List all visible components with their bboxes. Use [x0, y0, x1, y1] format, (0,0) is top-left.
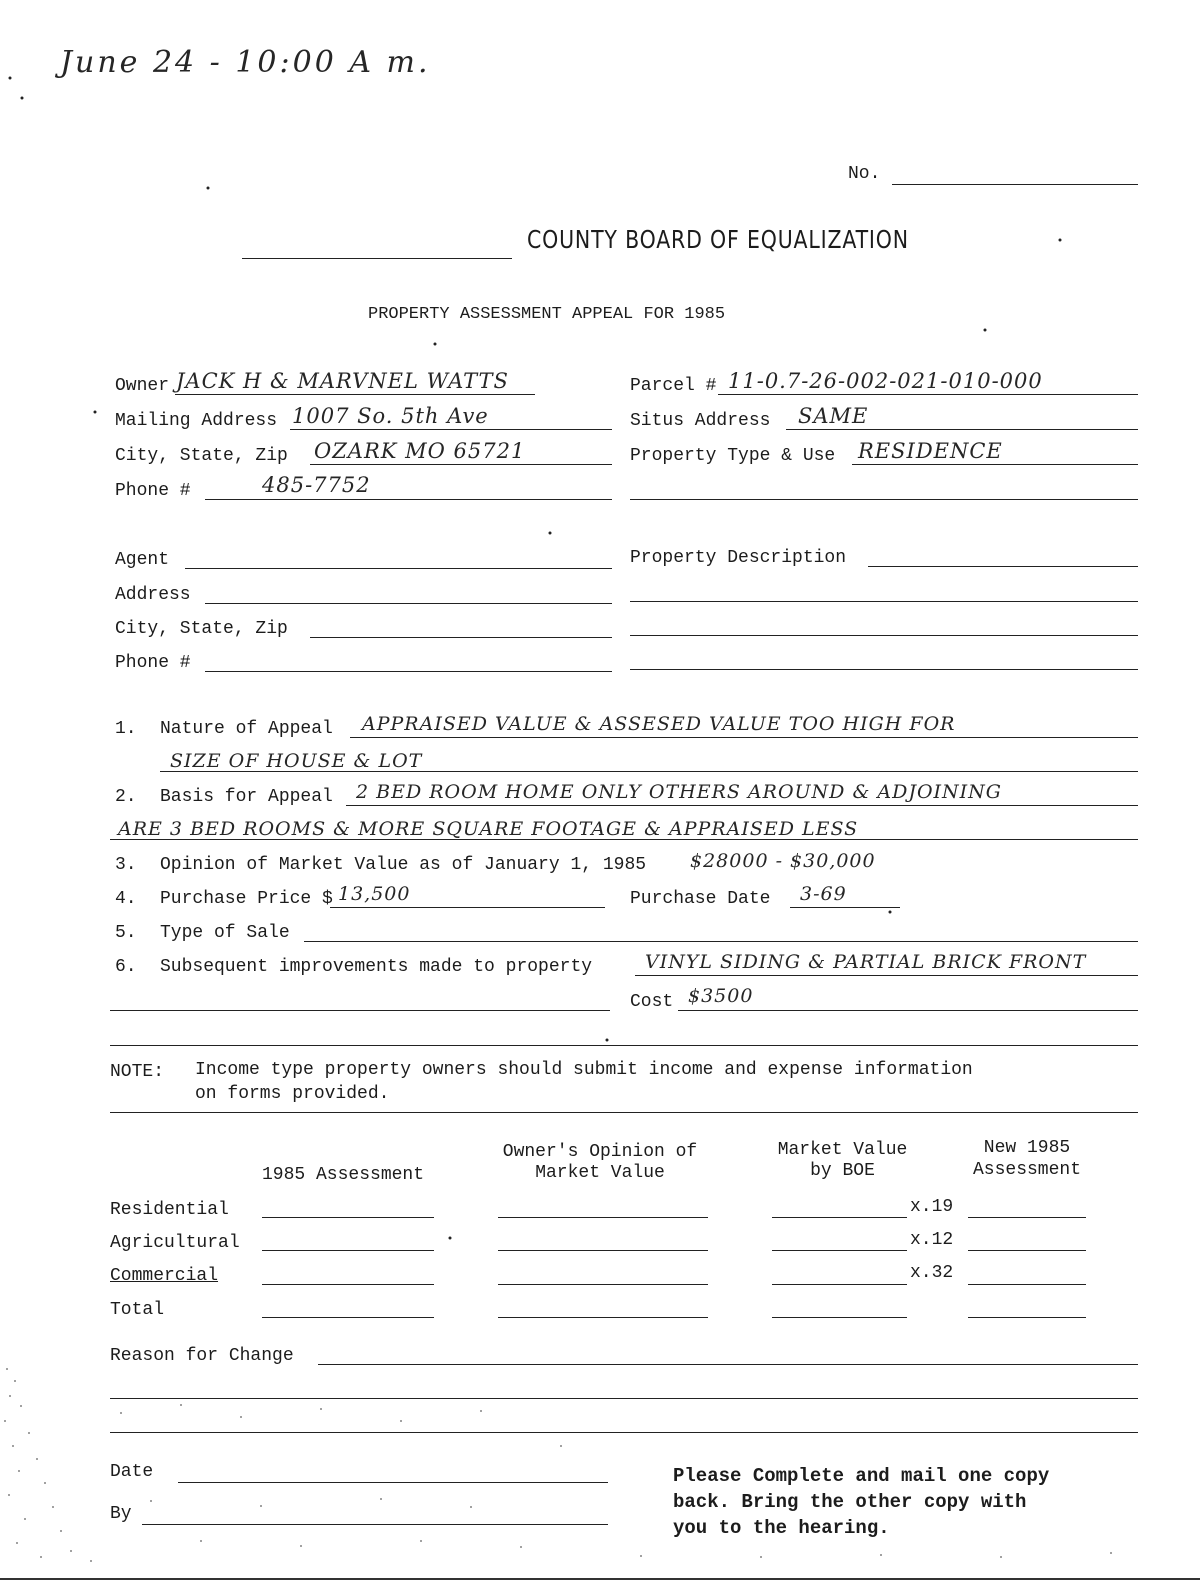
agent-phone-label: Phone # — [115, 653, 191, 673]
reason-line-1[interactable] — [318, 1364, 1138, 1365]
basis-for-appeal-value-2: ARE 3 BED ROOMS & MORE SQUARE FOOTAGE & APPRAISED LESS — [118, 818, 859, 840]
number-field-line[interactable] — [892, 184, 1138, 185]
by-line[interactable] — [142, 1524, 608, 1525]
owner-value: JACK H & MARVNEL WATTS — [176, 369, 509, 393]
col-header-new-assessment-2: Assessment — [972, 1160, 1082, 1180]
item-3-number: 3. — [115, 855, 137, 875]
number-label: No. — [848, 164, 881, 184]
commercial-multiplier: x.32 — [910, 1263, 954, 1283]
item-4-number: 4. — [115, 889, 137, 909]
note-text-1: Income type property owners should submit income and expense information — [195, 1060, 973, 1080]
reason-line-2[interactable] — [110, 1398, 1138, 1399]
city-state-zip-label: City, State, Zip — [115, 446, 288, 466]
nature-of-appeal-value-1: APPRAISED VALUE & ASSESED VALUE TOO HIGH FOR — [362, 713, 956, 735]
handwritten-date-note: June 24 - 10:00 A m. — [60, 45, 431, 80]
cost-value: $3500 — [688, 985, 754, 1007]
commercial-boe-line[interactable] — [772, 1284, 907, 1285]
item-1-number: 1. — [115, 719, 137, 739]
city-state-zip-line[interactable] — [310, 464, 612, 465]
col-header-market-value-1: Market Value — [777, 1140, 908, 1160]
agent-line[interactable] — [185, 568, 612, 569]
situs-address-value: SAME — [798, 404, 869, 428]
purchase-date-line[interactable] — [790, 907, 900, 908]
parcel-label: Parcel # — [630, 376, 717, 396]
nature-of-appeal-line-1[interactable] — [350, 737, 1138, 738]
phone-line[interactable] — [205, 499, 612, 500]
residential-boe-line[interactable] — [772, 1217, 907, 1218]
by-label: By — [110, 1504, 132, 1524]
agricultural-1985-line[interactable] — [262, 1250, 434, 1251]
city-state-zip-value: OZARK MO 65721 — [314, 439, 526, 463]
note-text-2: on forms provided. — [195, 1084, 390, 1104]
improvements-line-3[interactable] — [110, 1045, 1138, 1046]
agent-address-line[interactable] — [205, 603, 612, 604]
nature-of-appeal-line-2[interactable] — [160, 771, 1138, 772]
row-label-residential: Residential — [110, 1200, 229, 1220]
total-opinion-line[interactable] — [498, 1317, 708, 1318]
cost-line[interactable] — [678, 1010, 1138, 1011]
date-line[interactable] — [178, 1482, 608, 1483]
property-type-label: Property Type & Use — [630, 446, 836, 466]
col-header-1985-assessment: 1985 Assessment — [262, 1165, 425, 1185]
board-title: COUNTY BOARD OF EQUALIZATION — [527, 225, 909, 254]
residential-opinion-line[interactable] — [498, 1217, 708, 1218]
mailing-address-line[interactable] — [290, 429, 612, 430]
improvements-value: VINYL SIDING & PARTIAL BRICK FRONT — [645, 951, 1087, 973]
improvements-line-2[interactable] — [110, 1010, 610, 1011]
item-5-number: 5. — [115, 923, 137, 943]
phone-value: 485-7752 — [262, 473, 371, 497]
residential-1985-line[interactable] — [262, 1217, 434, 1218]
agricultural-boe-line[interactable] — [772, 1250, 907, 1251]
basis-for-appeal-line-2[interactable] — [110, 839, 1138, 840]
col-header-new-assessment-1: New 1985 — [983, 1138, 1071, 1158]
purchase-price-label: Purchase Price $ — [160, 889, 333, 909]
opinion-of-market-value-label: Opinion of Market Value as of January 1, 1985 — [160, 855, 647, 875]
col-header-owners-opinion-2: Market Value — [535, 1163, 665, 1183]
basis-for-appeal-line-1[interactable] — [346, 805, 1138, 806]
property-description-line-4[interactable] — [630, 669, 1138, 670]
owner-label: Owner — [115, 376, 170, 396]
basis-for-appeal-value-1: 2 BED ROOM HOME ONLY OTHERS AROUND & ADJOINING — [356, 781, 1002, 803]
property-type-line[interactable] — [852, 464, 1138, 465]
mail-instructions-2: back. Bring the other copy with — [673, 1491, 1027, 1513]
mailing-address-value: 1007 So. 5th Ave — [292, 404, 489, 428]
improvements-line-1[interactable] — [635, 975, 1138, 976]
purchase-price-value: 13,500 — [338, 883, 411, 905]
residential-new-line[interactable] — [968, 1217, 1086, 1218]
parcel-line[interactable] — [718, 394, 1138, 395]
owner-line[interactable] — [175, 394, 535, 395]
agent-phone-line[interactable] — [205, 671, 612, 672]
property-type-value: RESIDENCE — [858, 439, 1003, 463]
property-description-line-3[interactable] — [630, 635, 1138, 636]
col-header-owners-opinion-1: Owner's Opinion of — [502, 1142, 698, 1162]
row-label-commercial: Commercial — [110, 1266, 219, 1286]
type-of-sale-line[interactable] — [304, 941, 1138, 942]
purchase-date-label: Purchase Date — [630, 889, 771, 909]
reason-for-change-label: Reason for Change — [110, 1346, 294, 1366]
item-6-number: 6. — [115, 957, 137, 977]
agent-address-label: Address — [115, 585, 191, 605]
commercial-opinion-line[interactable] — [498, 1284, 708, 1285]
property-description-line-1[interactable] — [868, 566, 1138, 567]
parcel-value: 11-0.7-26-002-021-010-000 — [728, 369, 1043, 393]
note-label: NOTE: — [110, 1062, 165, 1082]
commercial-1985-line[interactable] — [262, 1284, 434, 1285]
property-description-line-2[interactable] — [630, 601, 1138, 602]
improvements-label: Subsequent improvements made to property — [160, 957, 593, 977]
opinion-of-market-value-value: $28000 - $30,000 — [690, 850, 876, 872]
cost-label: Cost — [630, 992, 674, 1012]
total-new-line[interactable] — [968, 1317, 1086, 1318]
date-label: Date — [110, 1462, 154, 1482]
row-label-agricultural: Agricultural — [110, 1233, 240, 1253]
agent-label: Agent — [115, 550, 170, 570]
mailing-address-label: Mailing Address — [115, 411, 278, 431]
agricultural-multiplier: x.12 — [910, 1230, 954, 1250]
basis-for-appeal-label: Basis for Appeal — [160, 787, 333, 807]
situs-address-line[interactable] — [786, 429, 1138, 430]
row-label-total: Total — [110, 1300, 165, 1320]
nature-of-appeal-value-2: SIZE OF HOUSE & LOT — [170, 750, 423, 772]
purchase-date-value: 3-69 — [800, 883, 847, 905]
agent-city-label: City, State, Zip — [115, 619, 288, 639]
mail-instructions-1: Please Complete and mail one copy — [673, 1465, 1050, 1487]
note-separator — [110, 1112, 1138, 1113]
type-of-sale-label: Type of Sale — [160, 923, 290, 943]
purchase-price-line[interactable] — [330, 907, 605, 908]
residential-multiplier: x.19 — [910, 1197, 954, 1217]
agricultural-opinion-line[interactable] — [498, 1250, 708, 1251]
total-boe-line[interactable] — [772, 1317, 907, 1318]
appeal-title: PROPERTY ASSESSMENT APPEAL FOR 1985 — [368, 305, 726, 324]
agricultural-new-line[interactable] — [968, 1250, 1086, 1251]
reason-line-3[interactable] — [110, 1432, 1138, 1433]
total-1985-line[interactable] — [262, 1317, 434, 1318]
county-name-line[interactable] — [242, 258, 512, 259]
agent-city-line[interactable] — [310, 637, 612, 638]
nature-of-appeal-label: Nature of Appeal — [160, 719, 333, 739]
property-type-extra-line[interactable] — [630, 499, 1138, 500]
item-2-number: 2. — [115, 787, 137, 807]
commercial-new-line[interactable] — [968, 1284, 1086, 1285]
mail-instructions-3: you to the hearing. — [673, 1517, 890, 1539]
page-bottom-edge — [0, 1578, 1200, 1580]
situs-address-label: Situs Address — [630, 411, 771, 431]
property-description-label: Property Description — [630, 548, 847, 568]
phone-label: Phone # — [115, 481, 191, 501]
col-header-market-value-2: by BOE — [810, 1161, 875, 1181]
